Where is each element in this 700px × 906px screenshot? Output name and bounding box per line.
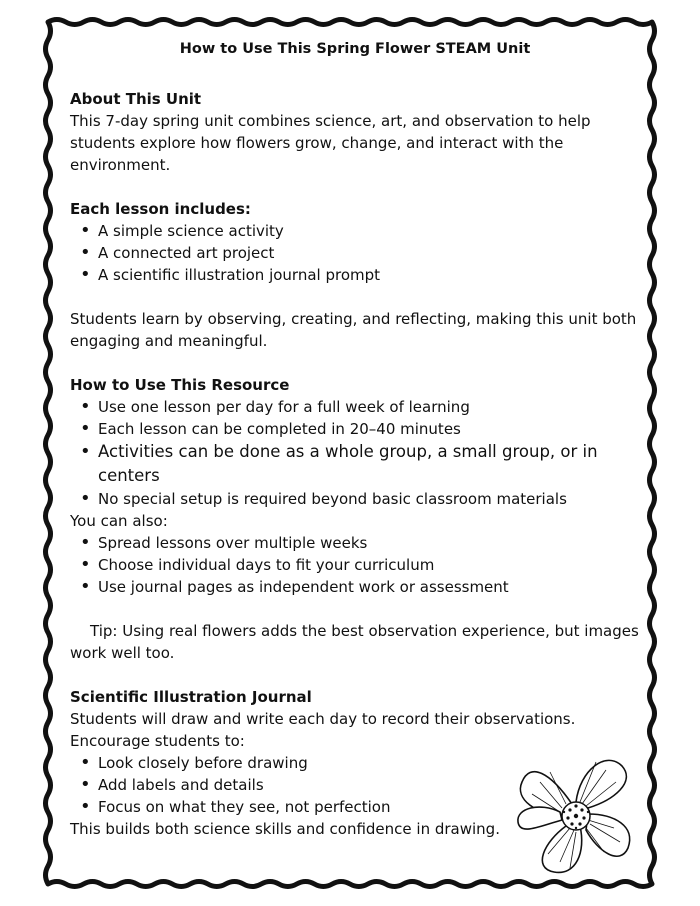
list-item: • Use one lesson per day for a full week of learning: [70, 396, 640, 418]
summary-text: Students learn by observing, creating, and reflecting, making this unit both engaging and meaningful.: [70, 310, 637, 350]
about-heading: About This Unit: [70, 90, 202, 108]
list-item: • Focus on what they see, not perfection: [70, 796, 640, 818]
list-item: • Activities can be done as a whole group, a small group, or in centers: [70, 440, 640, 488]
list-item: • Each lesson can be completed in 20–40 minutes: [70, 418, 640, 440]
document-body: [70, 38, 640, 840]
flower-icon: [510, 742, 640, 882]
closing-text: This builds both science skills and confidence in drawing.: [70, 820, 500, 838]
also-label: You can also:: [70, 512, 168, 530]
page-title: How to Use This Spring Flower STEAM Unit: [179, 41, 531, 57]
includes-list: [70, 220, 640, 286]
list-item: • Add labels and details: [70, 774, 640, 796]
list-item: • A connected art project: [70, 242, 640, 264]
list-item: • A simple science activity: [70, 220, 640, 242]
includes-heading: Each lesson includes:: [70, 200, 251, 218]
also-list: [70, 532, 640, 598]
list-item: • Use journal pages as independent work or assessment: [70, 576, 640, 598]
journal-heading: Scientific Illustration Journal: [70, 688, 312, 706]
about-text: This 7-day spring unit combines science, art, and observation to help students explore how flowers grow, change, and interact with the environment.: [70, 112, 591, 174]
encourage-label: Encourage students to:: [70, 732, 245, 750]
list-item: • No special setup is required beyond basic classroom materials: [70, 488, 640, 510]
how-to-list: [70, 396, 640, 510]
journal-text: Students will draw and write each day to record their observations.: [70, 710, 576, 728]
list-item: • Look closely before drawing: [70, 752, 640, 774]
list-item: • Spread lessons over multiple weeks: [70, 532, 640, 554]
list-item: • Choose individual days to fit your curriculum: [70, 554, 640, 576]
list-item: • A scientific illustration journal prompt: [70, 264, 640, 286]
tip-text: Tip: Using real flowers adds the best observation experience, but images work well too.: [70, 622, 639, 662]
how-to-heading: How to Use This Resource: [70, 376, 290, 394]
